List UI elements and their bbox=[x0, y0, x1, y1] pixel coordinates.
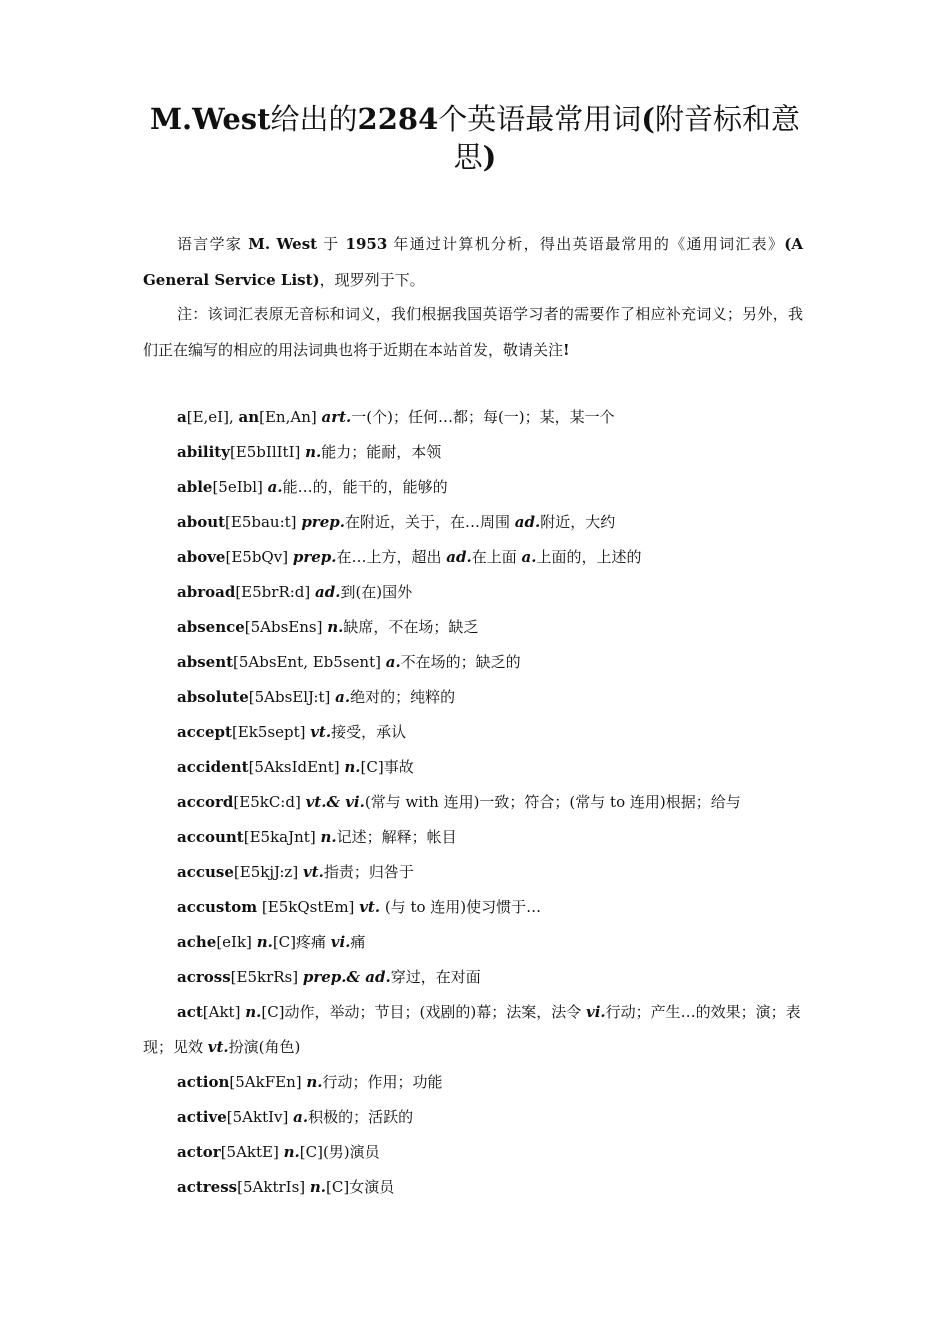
phonetic: [E5kQstEm] bbox=[257, 898, 360, 916]
definition: 缺席，不在场；缺乏 bbox=[343, 618, 479, 636]
part-of-speech-2: vi. bbox=[586, 1003, 606, 1021]
definition: 指责；归咎于 bbox=[323, 863, 414, 881]
part-of-speech: n. bbox=[327, 618, 344, 636]
title-part-2: 给出的 bbox=[270, 102, 358, 136]
title-part-1: M.West bbox=[149, 102, 271, 136]
headword: about bbox=[177, 513, 226, 531]
part-of-speech: a. bbox=[385, 653, 401, 671]
word-entry bbox=[143, 610, 807, 645]
phonetic: [Ek5sept] bbox=[231, 723, 311, 741]
part-of-speech-2: vi. bbox=[330, 933, 351, 951]
headword: account bbox=[177, 828, 244, 846]
word-entry bbox=[143, 1100, 807, 1135]
page-title bbox=[130, 100, 820, 176]
word-entry bbox=[143, 1170, 807, 1205]
definition: (常与 with 连用)一致；符合；(常与 to 连用)根据；给与 bbox=[364, 793, 741, 811]
word-entry bbox=[143, 855, 807, 890]
intro1-c: 于 bbox=[317, 235, 346, 253]
definition: 行动；作用；功能 bbox=[322, 1073, 443, 1091]
phonetic: [5AktE] bbox=[220, 1143, 284, 1161]
definition-2: 行动；产生…的效果；演；表现；见效 bbox=[143, 1003, 801, 1056]
definition: 绝对的；纯粹的 bbox=[350, 688, 456, 706]
part-of-speech: n. bbox=[283, 1143, 300, 1161]
intro-paragraph-2 bbox=[143, 296, 803, 368]
word-entry bbox=[143, 540, 807, 575]
part-of-speech: n. bbox=[256, 933, 273, 951]
definition-2: 附近，大约 bbox=[540, 513, 616, 531]
phonetic: [E5bau:t] bbox=[225, 513, 302, 531]
definition: 能力；能耐，本领 bbox=[321, 443, 442, 461]
phonetic: [eIk] bbox=[216, 933, 257, 951]
intro1-g: ，现罗列于下。 bbox=[319, 271, 425, 289]
headword: action bbox=[177, 1073, 230, 1091]
phonetic: [5AbsEns] bbox=[244, 618, 328, 636]
phonetic: [5AbsElJ:t] bbox=[248, 688, 336, 706]
word-entry bbox=[143, 925, 807, 960]
phonetic: [E5bIlItI] bbox=[229, 443, 306, 461]
phonetic: [E5krRs] bbox=[230, 968, 303, 986]
headword: actor bbox=[177, 1143, 221, 1161]
word-entry bbox=[143, 820, 807, 855]
headword: above bbox=[177, 548, 226, 566]
phonetic: [5eIbl] bbox=[212, 478, 268, 496]
headword: active bbox=[177, 1108, 227, 1126]
definition: (与 to 连用)使习惯于… bbox=[380, 898, 542, 916]
headword: accident bbox=[177, 758, 249, 776]
part-of-speech: vt.& vi. bbox=[305, 793, 365, 811]
part-of-speech: vt. bbox=[310, 723, 332, 741]
headword: accept bbox=[177, 723, 232, 741]
phonetic: [E5kjJ:z] bbox=[233, 863, 303, 881]
headword: accord bbox=[177, 793, 234, 811]
definition: 到(在)国外 bbox=[340, 583, 413, 601]
headword: abroad bbox=[177, 583, 236, 601]
part-of-speech-3: vt. bbox=[207, 1038, 229, 1056]
word-entry bbox=[143, 1135, 807, 1170]
part-of-speech-3: a. bbox=[521, 548, 537, 566]
title-part-4: 个英语最常用词 bbox=[438, 102, 642, 136]
part-of-speech: n. bbox=[320, 828, 337, 846]
word-entry bbox=[143, 890, 807, 925]
headword: accuse bbox=[177, 863, 234, 881]
part-of-speech: art. bbox=[321, 408, 352, 426]
phonetic-2: [En,An] bbox=[259, 408, 322, 426]
definition: 在附近，关于，在…周围 bbox=[344, 513, 515, 531]
intro1-b: M. West bbox=[248, 235, 318, 253]
word-entry bbox=[143, 400, 807, 435]
phonetic: [5AkFEn] bbox=[229, 1073, 307, 1091]
part-of-speech: prep.& ad. bbox=[302, 968, 391, 986]
part-of-speech: vt. bbox=[359, 898, 381, 916]
part-of-speech: n. bbox=[305, 443, 322, 461]
phonetic: [5AksIdEnt] bbox=[248, 758, 345, 776]
intro2-a: 注：该词汇表原无音标和词义，我们根据我国英语学习者的需要作了相应补充词义；另外，我们正在编写的相应的用法词典也将于近期在本站首发，敬请关注 bbox=[143, 305, 803, 359]
headword: absence bbox=[177, 618, 245, 636]
title-part-5: ( bbox=[641, 102, 656, 136]
word-entry bbox=[143, 435, 807, 470]
definition: 接受，承认 bbox=[331, 723, 407, 741]
headword: a bbox=[177, 408, 187, 426]
definition: 能…的，能干的，能够的 bbox=[282, 478, 448, 496]
definition: 穿过，在对面 bbox=[390, 968, 481, 986]
headword: absolute bbox=[177, 688, 249, 706]
word-entry bbox=[143, 750, 807, 785]
phonetic: [E5bQv] bbox=[225, 548, 293, 566]
intro1-e: 年通过计算机分析，得出英语最常用的《通用词汇表》 bbox=[387, 235, 785, 253]
headword: ability bbox=[177, 443, 230, 461]
headword: ache bbox=[177, 933, 217, 951]
word-entry bbox=[143, 1065, 807, 1100]
headword: able bbox=[177, 478, 213, 496]
part-of-speech: n. bbox=[309, 1178, 327, 1196]
word-entry bbox=[143, 680, 807, 715]
word-entry bbox=[143, 505, 807, 540]
title-part-6: 附音标和意思 bbox=[453, 102, 801, 174]
headword: act bbox=[177, 1003, 203, 1021]
part-of-speech-2: ad. bbox=[514, 513, 541, 531]
phonetic: [5AktrIs] bbox=[237, 1178, 310, 1196]
part-of-speech: vt. bbox=[302, 863, 324, 881]
part-of-speech: a. bbox=[335, 688, 351, 706]
part-of-speech: prep. bbox=[301, 513, 345, 531]
word-list bbox=[143, 400, 807, 1205]
word-entry bbox=[143, 960, 807, 995]
word-entry bbox=[143, 470, 807, 505]
definition: 在…上方，超出 bbox=[336, 548, 447, 566]
definition-2: 在上面 bbox=[471, 548, 522, 566]
definition: 记述；解释；帐目 bbox=[336, 828, 457, 846]
part-of-speech: a. bbox=[267, 478, 283, 496]
phonetic: [E,eI], bbox=[186, 408, 239, 426]
part-of-speech: n. bbox=[344, 758, 361, 776]
headword-2: an bbox=[238, 408, 260, 426]
definition-3: 上面的，上述的 bbox=[536, 548, 642, 566]
definition: [C](男)演员 bbox=[299, 1143, 380, 1161]
definition: [C]动作，举动；节目；(戏剧的)幕；法案，法令 bbox=[261, 1003, 586, 1021]
part-of-speech-2: ad. bbox=[446, 548, 472, 566]
phonetic: [5AbsEnt, Eb5sent] bbox=[233, 653, 386, 671]
headword: across bbox=[177, 968, 231, 986]
intro1-d: 1953 bbox=[345, 235, 388, 253]
part-of-speech: n. bbox=[245, 1003, 262, 1021]
definition: [C]疼痛 bbox=[272, 933, 331, 951]
intro2-b: ! bbox=[563, 341, 570, 359]
word-entry bbox=[143, 645, 807, 680]
part-of-speech: ad. bbox=[315, 583, 341, 601]
phonetic: [5AktIv] bbox=[226, 1108, 294, 1126]
word-entry bbox=[143, 715, 807, 750]
word-entry bbox=[143, 995, 807, 1065]
phonetic: [E5kaJnt] bbox=[243, 828, 321, 846]
phonetic: [E5brR:d] bbox=[235, 583, 316, 601]
part-of-speech: a. bbox=[293, 1108, 309, 1126]
title-part-7: ) bbox=[482, 140, 497, 174]
intro-paragraph-1 bbox=[143, 226, 803, 298]
definition: 积极的；活跃的 bbox=[308, 1108, 414, 1126]
headword: actress bbox=[177, 1178, 238, 1196]
part-of-speech: prep. bbox=[292, 548, 337, 566]
headword: accustom bbox=[177, 898, 258, 916]
definition: 一(个)；任何…都；每(一)；某，某一个 bbox=[351, 408, 615, 426]
headword: absent bbox=[177, 653, 234, 671]
definition: 不在场的；缺乏的 bbox=[400, 653, 521, 671]
definition-2: 痛 bbox=[350, 933, 366, 951]
word-entry bbox=[143, 575, 807, 610]
word-entry bbox=[143, 785, 807, 820]
part-of-speech: n. bbox=[306, 1073, 323, 1091]
intro1-f: (A General Service List) bbox=[143, 235, 803, 289]
intro1-a: 语言学家 bbox=[177, 235, 249, 253]
title-part-3: 2284 bbox=[357, 102, 439, 136]
phonetic: [E5kC:d] bbox=[233, 793, 306, 811]
definition: [C]事故 bbox=[360, 758, 414, 776]
definition: [C]女演员 bbox=[326, 1178, 395, 1196]
definition-3: 扮演(角色) bbox=[228, 1038, 301, 1056]
phonetic: [Akt] bbox=[202, 1003, 246, 1021]
